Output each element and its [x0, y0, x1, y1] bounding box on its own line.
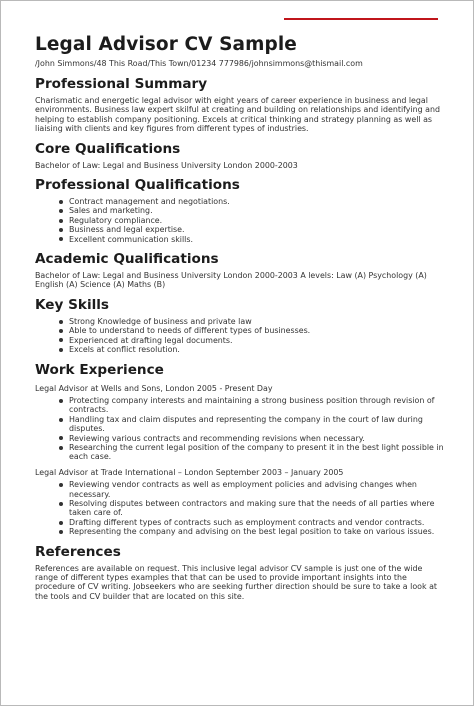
list-item: Representing the company and advising on the best legal position to take on various issues. — [69, 527, 445, 536]
list-item: Sales and marketing. — [69, 206, 445, 215]
job-entry — [35, 384, 445, 462]
core-text: Bachelor of Law: Legal and Business University London 2000-2003 — [35, 160, 298, 170]
list-item: Contract management and negotiations. — [69, 197, 445, 206]
accent-divider — [284, 18, 438, 20]
list-item: Regulatory compliance. — [69, 216, 445, 225]
skills-list — [35, 317, 445, 355]
list-item: Able to understand to needs of different types of businesses. — [69, 326, 445, 335]
list-item: Strong Knowledge of business and private law — [69, 317, 445, 326]
list-item: Business and legal expertise. — [69, 225, 445, 234]
summary-text: Charismatic and energetic legal advisor with eight years of career experience in business and legal environments. Business law expert skilful at creating and building on relationships and identifying and helping to establish company positioning. Excels at critical thinking and strategy planning as well as liaising with clients and key figures from different types of industries. — [35, 96, 441, 134]
list-item: Drafting different types of contracts such as employment contracts and vendor contracts. — [69, 518, 445, 527]
job-title: Legal Advisor at Wells and Sons, London 2005 - Present Day — [35, 383, 273, 393]
academic-text: Bachelor of Law: Legal and Business University London 2000-2003 A levels: Law (A) Psychology (A) English (A) Science (A) Maths (B) — [35, 271, 427, 290]
job-entry — [35, 468, 445, 537]
section-heading-skills: Key Skills — [35, 296, 110, 313]
section-heading-academic: Academic Qualifications — [35, 251, 219, 268]
job-title: Legal Advisor at Trade International – London September 2003 – January 2005 — [35, 467, 344, 477]
list-item: Handling tax and claim disputes and representing the company in the court of law during disputes. — [69, 415, 445, 434]
section-heading-work: Work Experience — [35, 361, 164, 378]
list-item: Reviewing various contracts and recommending revisions when necessary. — [69, 434, 445, 443]
references-text: References are available on request. This inclusive legal advisor CV sample is just one of the wide range of different types examples that that can be used to provide important insights into the procedure of CV writing. Jobseekers who are seeking further direction should be sure to take a look at the tools and CV builder that are located on this site. — [35, 563, 438, 601]
section-heading-professional: Professional Qualifications — [35, 177, 240, 194]
job-duties-list — [35, 396, 445, 462]
page-title: Legal Advisor CV Sample — [35, 34, 297, 55]
section-heading-references: References — [35, 543, 121, 560]
list-item: Protecting company interests and maintaining a strong business position through revision of contracts. — [69, 396, 445, 415]
section-heading-core: Core Qualifications — [35, 140, 181, 157]
list-item: Experienced at drafting legal documents. — [69, 336, 445, 345]
section-heading-summary: Professional Summary — [35, 76, 208, 92]
professional-list — [35, 197, 445, 244]
list-item: Excels at conflict resolution. — [69, 345, 445, 354]
list-item: Resolving disputes between contractors and making sure that the needs of all parties where taken care of. — [69, 499, 445, 518]
list-item: Excellent communication skills. — [69, 235, 445, 244]
job-duties-list — [35, 480, 445, 536]
list-item: Researching the current legal position of the company to present it in the best light possible in each case. — [69, 442, 444, 462]
cv-content — [35, 35, 445, 601]
list-item: Reviewing vendor contracts as well as employment policies and advising changes when necessary. — [69, 480, 445, 499]
contact-line: /John Simmons/48 This Road/This Town/01234 777986/johnsimmons@thismail.com — [35, 59, 363, 68]
